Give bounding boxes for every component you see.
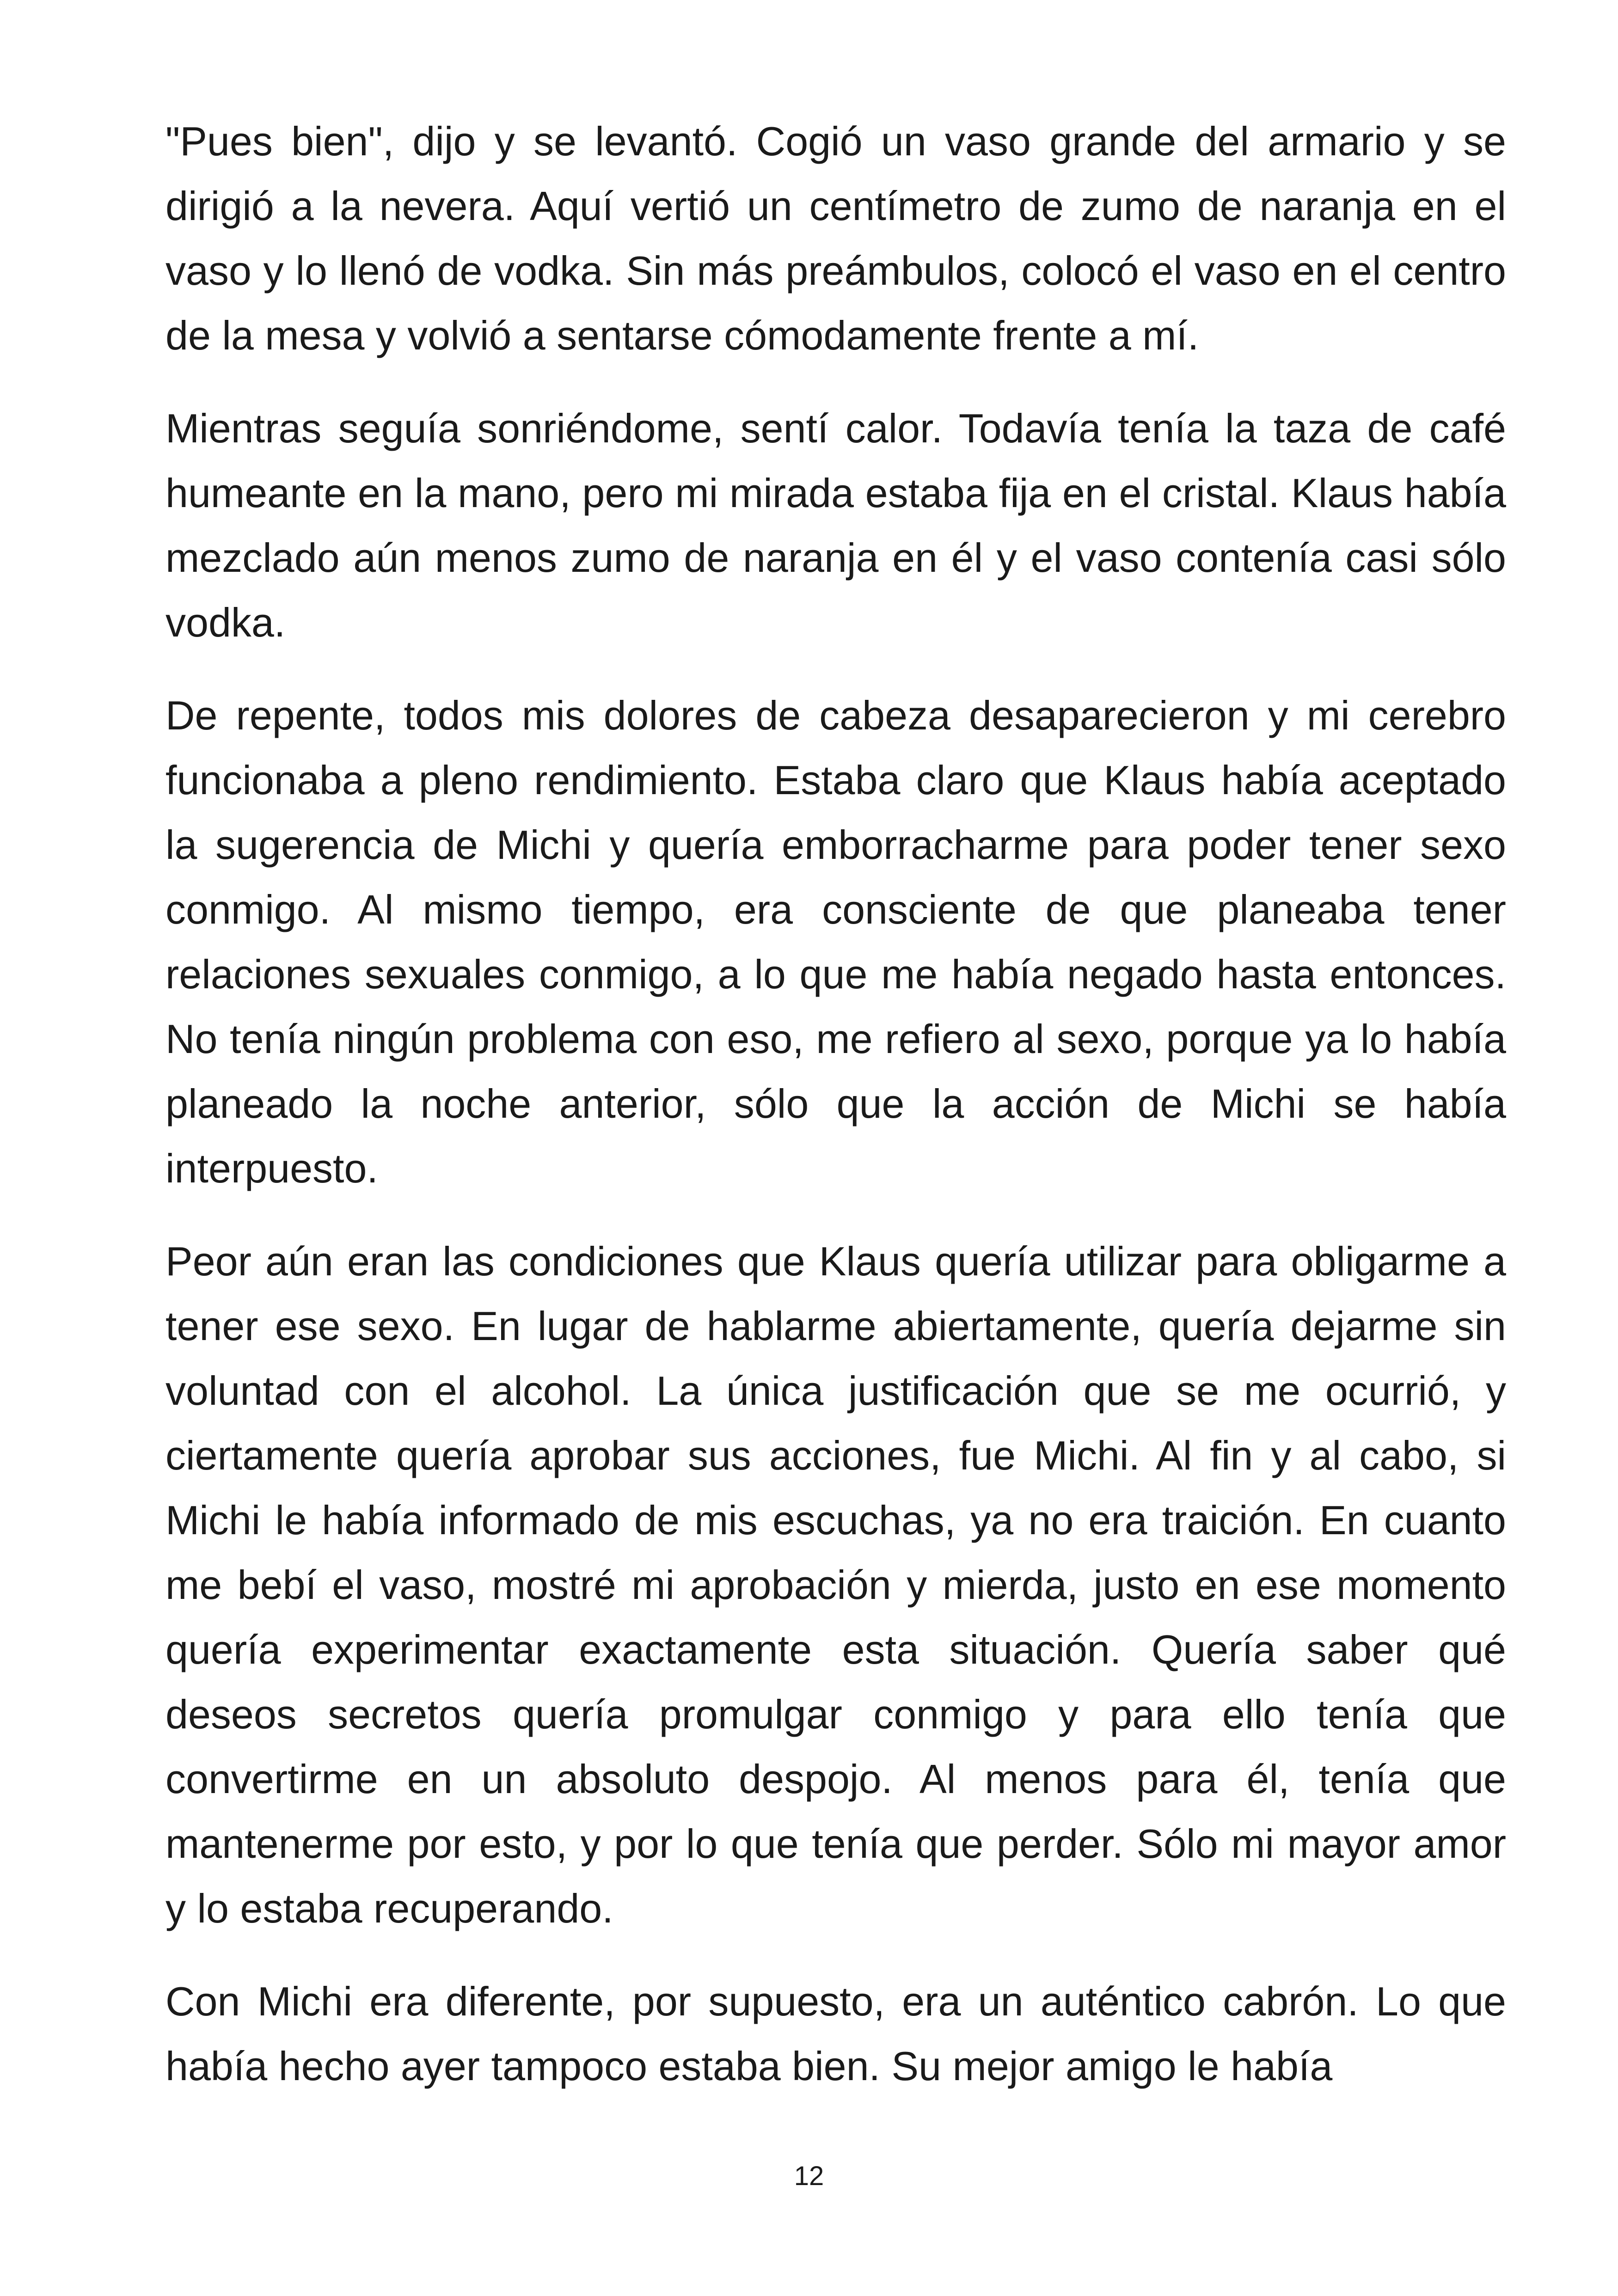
paragraph-4: Peor aún eran las condiciones que Klaus quería utilizar para obligarme a tener ese sexo. En lugar de hablarme abiertamente, quería dejarme sin voluntad con el alcohol. La única justificación que se me ocurrió, y ciertamente quería aprobar sus acciones, fue Michi. Al fin y al cabo, si Michi le había informado de mis escuchas, ya no era traición. En cuanto me bebí el vaso, mostré mi aprobación y mierda, justo en ese momento quería experimentar exactamente esta situación. Quería saber qué deseos secretos quería promulgar conmigo y para ello tenía que convertirme en un absoluto despojo. Al menos para él, tenía que mantenerme por esto, y por lo que tenía que perder. Sólo mi mayor amor y lo estaba recuperando. xyxy=(165,1238,1506,1931)
text-body xyxy=(165,109,1506,2127)
page-number: 12 xyxy=(794,2161,824,2191)
paragraph-1: "Pues bien", dijo y se levantó. Cogió un vaso grande del armario y se dirigió a la nevera. Aquí vertió un centímetro de zumo de naranja en el vaso y lo llenó de vodka. Sin más preámbulos, colocó el vaso en el centro de la mesa y volvió a sentarse cómodamente frente a mí. xyxy=(165,118,1506,358)
paragraph-5: Con Michi era diferente, por supuesto, era un auténtico cabrón. Lo que había hecho ayer tampoco estaba bien. Su mejor amigo le había xyxy=(165,1978,1506,2089)
paragraph-2: Mientras seguía sonriéndome, sentí calor. Todavía tenía la taza de café humeante en la mano, pero mi mirada estaba fija en el cristal. Klaus había mezclado aún menos zumo de naranja en él y el vaso contenía casi sólo vodka. xyxy=(165,405,1506,645)
paragraph-3: De repente, todos mis dolores de cabeza desaparecieron y mi cerebro funcionaba a pleno rendimiento. Estaba claro que Klaus había aceptado la sugerencia de Michi y quería emborracharme para poder tener sexo conmigo. Al mismo tiempo, era consciente de que planeaba tener relaciones sexuales conmigo, a lo que me había negado hasta entonces. No tenía ningún problema con eso, me refiero al sexo, porque ya lo había planeado la noche anterior, sólo que la acción de Michi se había interpuesto. xyxy=(165,692,1506,1191)
